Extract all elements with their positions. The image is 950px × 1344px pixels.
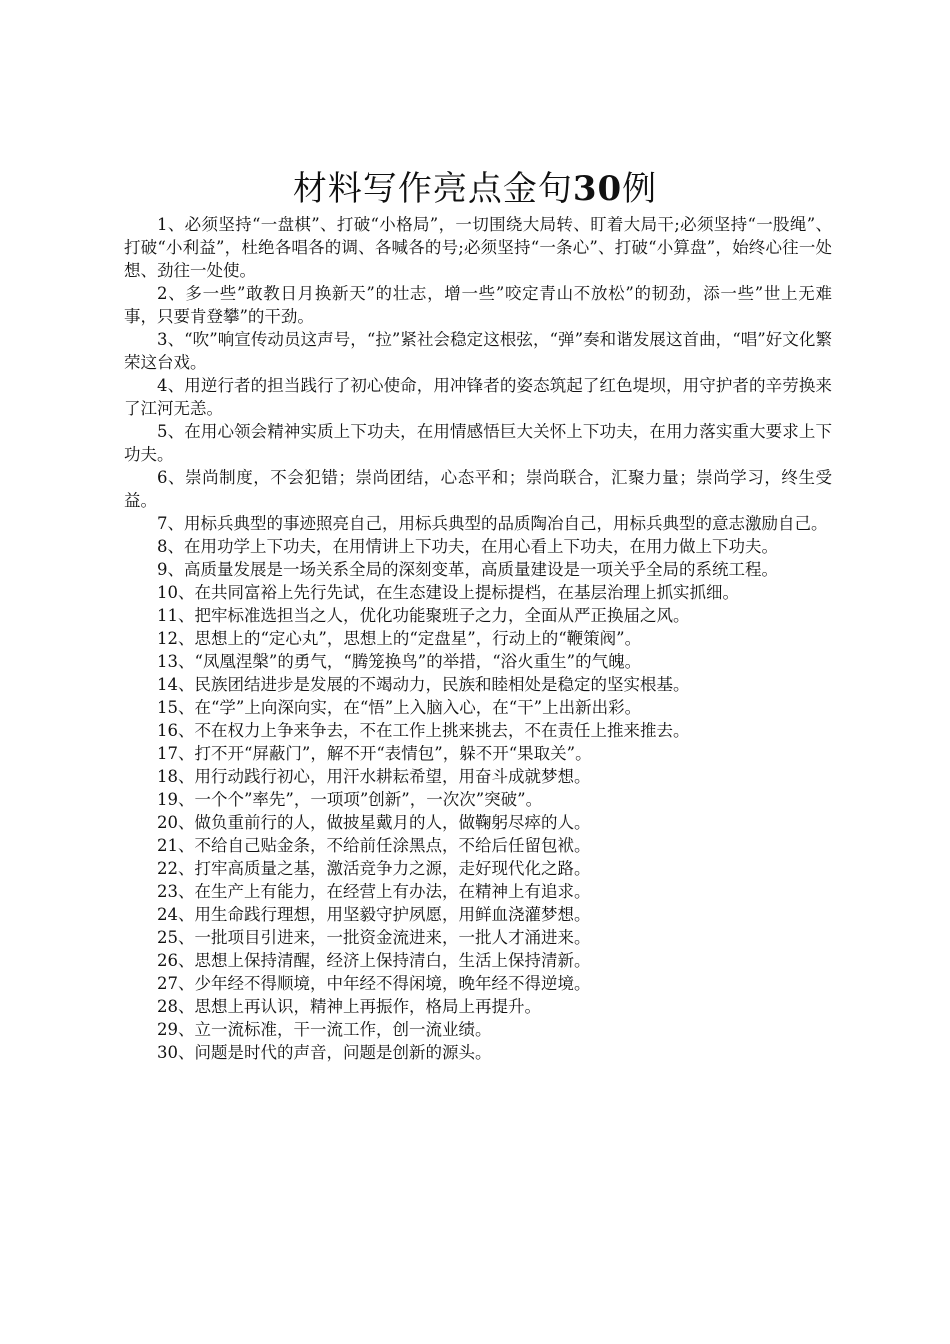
list-item: 28、思想上再认识，精神上再振作，格局上再提升。: [157, 997, 541, 1016]
list-item: 6、崇尚制度，不会犯错；崇尚团结，心态平和；崇尚联合，汇聚力量；崇尚学习，终生受益。: [124, 468, 832, 510]
list-item: 7、用标兵典型的事迹照亮自己，用标兵典型的品质陶冶自己，用标兵典型的意志激励自己。: [157, 514, 828, 533]
list-item: 29、立一流标准，干一流工作，创一流业绩。: [157, 1020, 492, 1039]
list-item: 23、在生产上有能力，在经营上有办法，在精神上有追求。: [157, 882, 591, 901]
list-item: 21、不给自己贴金条，不给前任涂黑点，不给后任留包袱。: [157, 836, 591, 855]
list-item: 8、在用功学上下功夫，在用情讲上下功夫，在用心看上下功夫，在用力做上下功夫。: [157, 537, 778, 556]
document-body: [124, 213, 832, 1064]
list-item: 3、“吹”响宣传动员这声号，“拉”紧社会稳定这根弦，“弹”奏和谐发展这首曲，“唱”好文化繁荣这台戏。: [124, 330, 832, 372]
document-title: [0, 166, 950, 212]
list-item: 22、打牢高质量之基，激活竞争力之源，走好现代化之路。: [157, 859, 591, 878]
list-item: 25、一批项目引进来，一批资金流进来，一批人才涌进来。: [157, 928, 591, 947]
title-number: 30: [572, 169, 623, 209]
list-item: 10、在共同富裕上先行先试，在生态建设上提标提档，在基层治理上抓实抓细。: [157, 583, 739, 602]
list-item: 15、在“学”上向深向实，在“悟”上入脑入心，在“干”上出新出彩。: [157, 698, 642, 717]
list-item: 11、把牢标准选担当之人，优化功能聚班子之力，全面从严正换届之风。: [157, 606, 690, 625]
list-item: 5、在用心领会精神实质上下功夫，在用情感悟巨大关怀上下功夫，在用力落实重大要求上下功夫。: [124, 422, 832, 464]
title-suffix: 例: [622, 169, 658, 209]
list-item: 2、多一些”敢教日月换新天”的壮志，增一些”咬定青山不放松”的韧劲，添一些”世上无难事，只要肯登攀”的干劲。: [124, 284, 832, 326]
list-item: 19、一个个”率先”，一项项”创新”，一次次”突破”。: [157, 790, 543, 809]
list-item: 14、民族团结进步是发展的不竭动力，民族和睦相处是稳定的坚实根基。: [157, 675, 690, 694]
list-item: 20、做负重前行的人，做披星戴月的人，做鞠躬尽瘁的人。: [157, 813, 591, 832]
list-item: 1、必须坚持“一盘棋”、打破“小格局”，一切围绕大局转、盯着大局干;必须坚持“一股绳”、打破“小利益”，杜绝各唱各的调、各喊各的号;必须坚持“一条心”、打破“小算盘”，始终心往一处想、劲往一处使。: [124, 215, 832, 280]
list-item: 9、高质量发展是一场关系全局的深刻变革，高质量建设是一项关乎全局的系统工程。: [157, 560, 778, 579]
list-item: 18、用行动践行初心，用汗水耕耘希望，用奋斗成就梦想。: [157, 767, 591, 786]
list-item: 26、思想上保持清醒，经济上保持清白，生活上保持清新。: [157, 951, 591, 970]
list-item: 17、打不开“屏蔽门”，解不开“表情包”，躲不开“果取关”。: [157, 744, 592, 763]
list-item: 4、用逆行者的担当践行了初心使命，用冲锋者的姿态筑起了红色堤坝，用守护者的辛劳换来了江河无恙。: [124, 376, 832, 418]
list-item: 13、“凤凰涅槃”的勇气，“腾笼换鸟”的举措，“浴火重生”的气魄。: [157, 652, 642, 671]
list-item: 30、问题是时代的声音，问题是创新的源头。: [157, 1043, 492, 1062]
list-item: 24、用生命践行理想，用坚毅守护夙愿，用鲜血浇灌梦想。: [157, 905, 591, 924]
list-item: 16、不在权力上争来争去，不在工作上挑来挑去，不在责任上推来推去。: [157, 721, 690, 740]
list-item: 12、思想上的“定心丸”，思想上的“定盘星”，行动上的“鞭策阀”。: [157, 629, 642, 648]
list-item: 27、少年经不得顺境，中年经不得闲境，晚年经不得逆境。: [157, 974, 591, 993]
title-text: 材料写作亮点金句: [292, 169, 573, 209]
